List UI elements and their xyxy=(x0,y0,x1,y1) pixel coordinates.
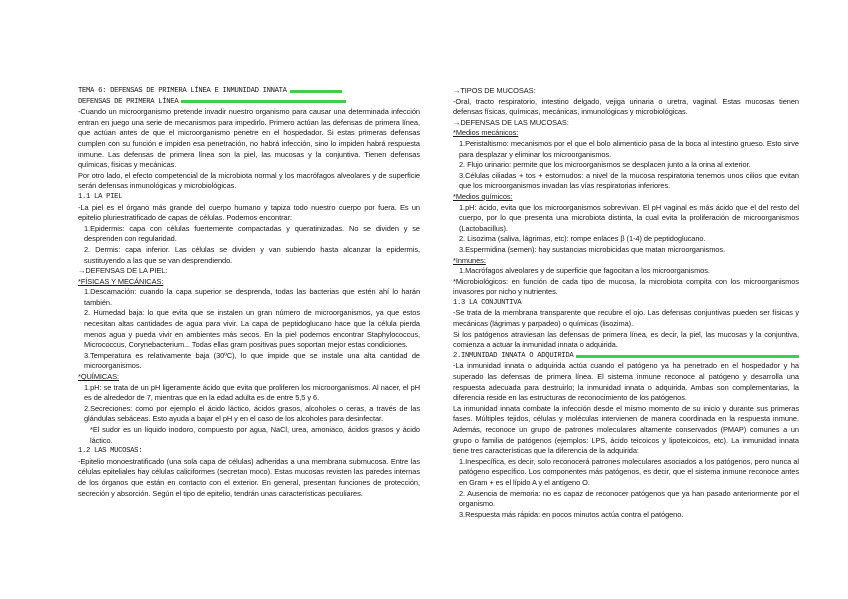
tipos-heading: →TIPOS DE MUCOSAS: xyxy=(453,86,536,95)
conjuntiva-heading: 1.3 LA CONJUNTIVA xyxy=(453,298,522,307)
quimicos-item-3: 3.Espermidina (semen): hay sustancias microbicidas que matan microorganismos. xyxy=(459,244,726,254)
subtitle-heading: DEFENSAS DE PRIMERA LÍNEA xyxy=(78,97,420,108)
fisicas-item-3: 3.Temperatura es relativamente baja (30ºC), lo que impide que se instale una alta cantidad de microorganismos. xyxy=(84,350,420,371)
mecanicos-item-2: 2. Flujo urinario: permite que los microorganismos se desplacen junto a la orina al exterior. xyxy=(459,160,751,170)
medios-mecanicos-heading: *Medios mecánicos: xyxy=(453,128,519,138)
left-column xyxy=(78,86,420,499)
quimicas-item-3: *El sudor es un líquido inodoro, compuesto por agua, NaCl, urea, amoniaco, ácidos grasos y ácido láctico. xyxy=(90,425,420,445)
quimicas-item-2: 2.Secreciones: como por ejemplo el ácido láctico, ácidos grasos, alcoholes o ceras, a través de las glándulas sebáceas. Esto ayuda a bajar el pH y en el caso de los alcoholes para desinfectar. xyxy=(84,403,420,424)
conjuntiva-paragraph-2: Si los patógenos atraviesan las defensas de primera línea, es decir, la piel, las mucosas y la conjuntiva, comienza a actuar la inmunidad innata o adquirida. xyxy=(453,329,799,350)
quimicos-item-2: 2. Lisozima (saliva, lágrimas, etc): rompe enlaces β (1-4) de peptidoglucano. xyxy=(459,234,706,244)
fisicas-item-1: 1.Descamación: cuando la capa superior se desprenda, todas las bacterias que estén ahí lo harán también. xyxy=(84,287,420,307)
tipos-paragraph: -Oral, tracto respiratorio, intestino delgado, vejiga urinaria o uretra, vaginal. Estas mucosas tienen defensas físicas, químicas, mecánicas, inmunológicas y microbiológicas. xyxy=(453,96,799,117)
innata-underline-bar xyxy=(576,355,799,358)
mecanicos-item-3: 3.Células ciliadas + tos + estornudos: a nivel de la mucosa respiratoria tenemos unos cilios que evitan que los microorganismos invadan las vías respiratorias inferiores. xyxy=(459,170,799,191)
intro-paragraph-2: Por otro lado, el efecto competencial de la microbiota normal y los macrófagos alveolares y de superficie serán defensas inmunológicas y microbiológicas. xyxy=(78,170,420,191)
mecanicos-item-1: 1.Peristaltismo: mecanismos por el que el bolo alimenticio pasa de la boca al intestino grueso. Esto sirve para desplazar y eliminar los microorganismos. xyxy=(459,138,799,159)
defensas-mucosas-heading: →DEFENSAS DE LAS MUCOSAS: xyxy=(453,117,569,127)
quimicos-item-1: 1.pH: ácido, evita que los microorganismos sobrevivan. El pH vaginal es más ácido que el del resto del cuerpo, por lo que presenta una microbiota distinta, la cual evita la proliferación de microorganismos (Lactobacillus). xyxy=(459,202,799,233)
medios-quimicos-heading: *Medios químicos: xyxy=(453,191,513,201)
innata-item-3: 3.Respuesta más rápida: en pocos minutos actúa contra el patógeno. xyxy=(459,509,684,519)
innata-heading: 2.INMUNIDAD INNATA O ADQUIRIDA xyxy=(453,351,799,362)
intro-paragraph: -Cuando un microorganismo pretende invadir nuestro organismo para causar una determinada infección entran en juego una serie de mecanismos para impedirlo. Primero actúan las defensas de primera línea, que actúan antes de que el microorganismo penetre en el hospedador. Si estas primeras defensas cumplen con su función e impiden esa penetración, no habrá infección, sino lo impiden habrá respuesta inmune. Las defensas de primera línea son la piel, las mucosas y la conjuntiva. Tienen defensas químicas, físicas y mecánicas. xyxy=(78,107,420,170)
title-underline-bar xyxy=(290,90,342,93)
piel-heading: 1.1 LA PIEL xyxy=(78,192,123,201)
piel-paragraph: -La piel es el órgano más grande del cuerpo humano y tapiza todo nuestro cuerpo por fuera. Es un epitelio pluriestratificado de capas de células. Podemos encontrar: xyxy=(78,202,420,223)
innata-item-2: 2. Ausencia de memoria: no es capaz de reconocer patógenos que ya han pasado anteriormente por el organismo. xyxy=(459,488,799,509)
quimicas-heading: *QUÍMICAS: xyxy=(78,372,119,382)
microbiologicos-paragraph: *Microbiológicos: en función de cada tipo de mucosa, la microbiota compita con los microorganismos invasores por nicho y nutrientes. xyxy=(453,276,799,297)
fisicas-heading: *FÍSICAS Y MECÁNICAS: xyxy=(78,276,164,286)
piel-item-2: 2. Dermis: capa inferior. Las células se dividen y van subiendo hasta alcanzar la epidermis, sustituyendo a las que se van desprendiendo. xyxy=(84,244,420,265)
innata-paragraph: -La inmunidad innata o adquirida actúa cuando el patógeno ya ha penetrado en el hospedador y ha superado las defensas de primera línea. El sistema inmune reconoce al patógeno y desarrolla una respuesta adecuada para destruirlo; la inmunidad innata o adquirida. Ambas son complementarias, la diferencia reside en las estructuras de reconocimiento de los patógenos. xyxy=(453,361,799,403)
inmunes-heading: *Inmunes: xyxy=(453,255,486,265)
subtitle-underline-bar xyxy=(181,100,346,103)
right-column xyxy=(453,86,799,520)
conjuntiva-paragraph: -Se trata de la membrana transparente que recubre el ojo. Las defensas conjuntivas pueden ser físicas y mecánicas (lágrimas y parpadeo) o químicas (lisozima). xyxy=(453,308,799,329)
innata-item-1: 1.Inespecífica, es decir, solo reconocerá patrones moleculares asociados a los patógenos, pero nunca al patógeno específico. Los componentes más patógenos, es decir, que el sistema inmune reconoce antes en Gram + es el lípido A y el antígeno O. xyxy=(459,456,799,487)
quimicas-item-1: 1.pH: se trata de un pH ligeramente ácido que evita que proliferen los microorganismos. Al nacer, el pH es de alrededor de 7, mientras que en la edad adulta es de entre 5,5 y 6. xyxy=(84,382,420,403)
mucosas-heading: 1.2 LAS MUCOSAS: xyxy=(78,447,143,456)
inmunes-item-1: 1.Macrófagos alveolares y de superficie que fagocitan a los microorganismos. xyxy=(459,266,710,276)
piel-item-1: 1.Epidermis: capa con células fuertemente compactadas y queratinizadas. No se dividen y se desprenden con regularidad. xyxy=(84,223,420,244)
defensas-piel-heading: →DEFENSAS DE LA PIEL: xyxy=(78,266,168,276)
title-heading: TEMA 6: DEFENSAS DE PRIMERA LÍNEA E INMUNIDAD INNATA xyxy=(78,86,420,97)
mucosas-paragraph: -Epitelio monoestratificado (una sola capa de células) adheridas a una membrana submucosa. Entre las células epiteliales hay células caliciformes (secretan moco). Estas mucosas revisten las paredes internas de los órganos que están en contacto con el exterior. En general, presentan funciones de protección, secreción y absorción. Según el tipo de epitelio, tendrán unas características peculiares. xyxy=(78,456,420,498)
fisicas-item-2: 2. Humedad baja: lo que evita que se instalen un gran número de microorganismos, ya que estos necesitan altas cantidades de agua para vivir. La capa de peptidoglucano hace que la célula pierda menos agua y pueda vivir en ambientes más secos. En la piel podemos encontrar Staphylococcus, Micrococcus, Corynebacterium... Todas ellas gram positivas pues soportan mejor estas condiciones. xyxy=(84,308,420,350)
innata-paragraph-2: La inmunidad innata combate la infección desde el mismo momento de su inicio y durante sus primeras fases. Múltiples tejidos, células y moléculas intervienen de manera coordinada en la respuesta inmune. Además, reconoce un grupo de patrones moleculares altamente conservados (PMAP) comunes a un grupo o familia de patógenos (ejemplos: LPS, ácido teicoicos y lipoteicoicos, etc). La inmunidad innata tiene tres características que la diferencia de la adquirida: xyxy=(453,403,799,456)
